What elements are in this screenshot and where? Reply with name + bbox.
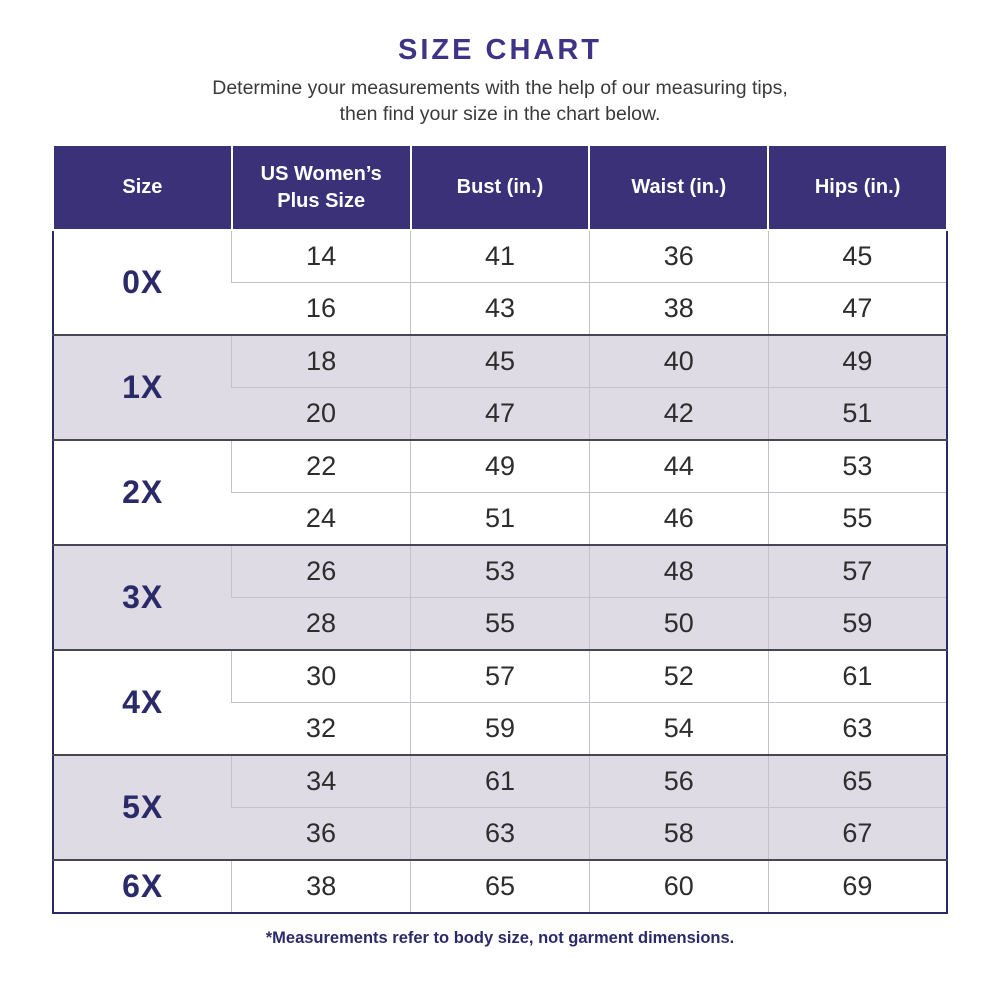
table-row <box>53 860 947 913</box>
measurement-cell: 61 <box>411 755 590 808</box>
measurement-cell: 30 <box>232 650 411 703</box>
measurement-cell: 44 <box>589 440 768 493</box>
table-row <box>53 335 947 388</box>
measurement-cell: 16 <box>232 283 411 336</box>
table-row <box>53 545 947 598</box>
measurement-cell: 49 <box>768 335 947 388</box>
measurement-cell: 53 <box>411 545 590 598</box>
size-cell: 6X <box>53 860 232 913</box>
column-header-hips: Hips (in.) <box>768 145 947 230</box>
measurement-cell: 24 <box>232 493 411 546</box>
size-cell: 1X <box>53 335 232 440</box>
table-row <box>53 230 947 283</box>
table-row <box>53 755 947 808</box>
measurement-cell: 36 <box>232 808 411 861</box>
measurement-cell: 34 <box>232 755 411 808</box>
measurement-cell: 69 <box>768 860 947 913</box>
measurement-cell: 54 <box>589 703 768 756</box>
measurement-cell: 32 <box>232 703 411 756</box>
measurement-cell: 65 <box>411 860 590 913</box>
measurement-cell: 47 <box>411 388 590 441</box>
measurement-cell: 47 <box>768 283 947 336</box>
page-subtitle <box>0 76 1000 127</box>
column-header-us-womens-plus-size: US Women’s Plus Size <box>232 145 411 230</box>
measurement-cell: 42 <box>589 388 768 441</box>
measurement-cell: 57 <box>768 545 947 598</box>
measurement-cell: 55 <box>411 598 590 651</box>
measurement-cell: 48 <box>589 545 768 598</box>
measurement-cell: 46 <box>589 493 768 546</box>
column-header-size: Size <box>53 145 232 230</box>
header-row <box>53 145 947 230</box>
measurement-cell: 51 <box>411 493 590 546</box>
size-chart-table <box>52 144 948 914</box>
measurement-cell: 45 <box>768 230 947 283</box>
measurement-cell: 56 <box>589 755 768 808</box>
measurement-cell: 52 <box>589 650 768 703</box>
measurement-cell: 58 <box>589 808 768 861</box>
size-cell: 0X <box>53 230 232 335</box>
measurement-cell: 26 <box>232 545 411 598</box>
measurement-cell: 59 <box>768 598 947 651</box>
measurement-cell: 22 <box>232 440 411 493</box>
page-title: SIZE CHART <box>398 34 602 66</box>
measurement-cell: 28 <box>232 598 411 651</box>
column-header-waist: Waist (in.) <box>589 145 768 230</box>
size-cell: 3X <box>53 545 232 650</box>
measurement-cell: 49 <box>411 440 590 493</box>
subtitle-line-1: Determine your measurements with the help of our measuring tips, <box>212 77 788 99</box>
table-body <box>53 230 947 913</box>
measurement-cell: 63 <box>411 808 590 861</box>
column-header-bust: Bust (in.) <box>411 145 590 230</box>
measurement-cell: 36 <box>589 230 768 283</box>
table-row <box>53 440 947 493</box>
measurement-cell: 51 <box>768 388 947 441</box>
measurement-cell: 20 <box>232 388 411 441</box>
measurements-footnote: *Measurements refer to body size, not garment dimensions. <box>265 929 735 948</box>
size-cell: 5X <box>53 755 232 860</box>
measurement-cell: 61 <box>768 650 947 703</box>
measurement-cell: 38 <box>232 860 411 913</box>
measurement-cell: 38 <box>589 283 768 336</box>
size-cell: 4X <box>53 650 232 755</box>
table-row <box>53 650 947 703</box>
measurement-cell: 67 <box>768 808 947 861</box>
measurement-cell: 14 <box>232 230 411 283</box>
measurement-cell: 50 <box>589 598 768 651</box>
measurement-cell: 43 <box>411 283 590 336</box>
table-header <box>53 145 947 230</box>
measurement-cell: 57 <box>411 650 590 703</box>
measurement-cell: 55 <box>768 493 947 546</box>
measurement-cell: 41 <box>411 230 590 283</box>
size-cell: 2X <box>53 440 232 545</box>
measurement-cell: 45 <box>411 335 590 388</box>
subtitle-line-2: then find your size in the chart below. <box>339 102 661 125</box>
measurement-cell: 65 <box>768 755 947 808</box>
measurement-cell: 18 <box>232 335 411 388</box>
measurement-cell: 53 <box>768 440 947 493</box>
measurement-cell: 63 <box>768 703 947 756</box>
measurement-cell: 59 <box>411 703 590 756</box>
measurement-cell: 40 <box>589 335 768 388</box>
measurement-cell: 60 <box>589 860 768 913</box>
